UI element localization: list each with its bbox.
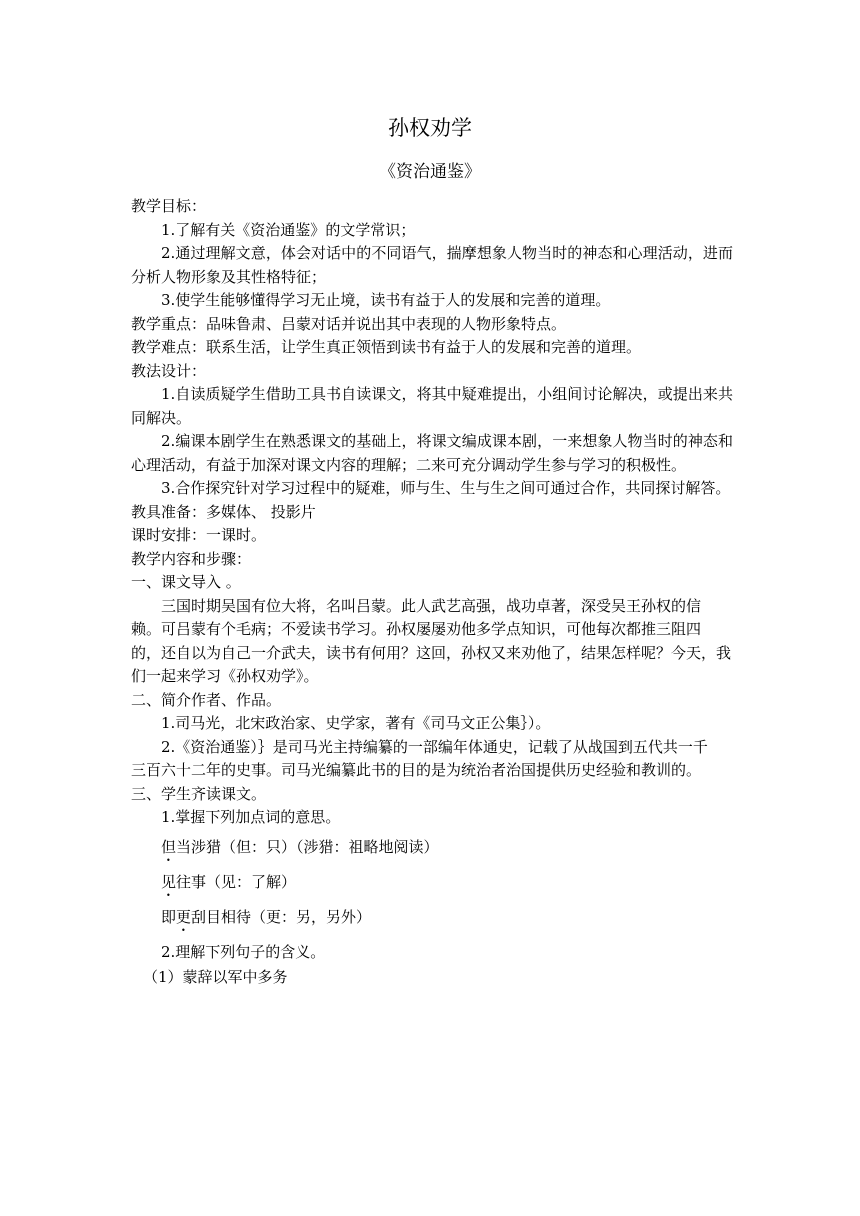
document-body bbox=[131, 195, 733, 990]
tools-line: 教具准备：多媒体、 投影片 bbox=[131, 502, 316, 521]
method-item-2: 2.编课本剧学生在熟悉课文的基础上，将课文编成课本剧，一来想象人物当时的神态和心理活动，有益于加深对课文内容的理解；二来可充分调动学生参与学习的积极性。 bbox=[131, 432, 733, 474]
dotted-word: 但 bbox=[161, 837, 177, 856]
method-item-3: 3.合作探究针对学习过程中的疑难，师与生、生与生之间可通过合作，共同探讨解答。 bbox=[161, 479, 731, 497]
section1-line-4: 们一起来学习《孙权劝学》。 bbox=[131, 667, 319, 685]
section2-item-1: 1.司马光，北宋政治家、史学家，著有《司马文正公集｝）。 bbox=[161, 714, 551, 732]
goal-item-3: 3.使学生能够懂得学习无止境，读书有益于人的发展和完善的道理。 bbox=[161, 291, 611, 309]
sentence-1: （1）蒙辞以军中多务 bbox=[143, 968, 288, 986]
goal-item-1: 1.了解有关《资治通鉴》的文学常识； bbox=[161, 220, 416, 239]
document-subtitle: 《资治通鉴》 bbox=[379, 162, 481, 182]
document-title: 孙权劝学 bbox=[388, 116, 472, 140]
vocab-item-3 bbox=[131, 906, 733, 935]
section2-item-2-line-1: 2.《资治通鉴）｝是司马光主持编纂的一部编年体通史，记载了从战国到五代共一千 bbox=[161, 737, 708, 756]
vocab-item-1 bbox=[131, 836, 733, 865]
vocab-text: 当涉猎（但：只）（涉猎：祖略地阅读） bbox=[176, 837, 439, 856]
dotted-word: 更 bbox=[176, 907, 192, 926]
section3-item-1: 1.掌握下列加点词的意思。 bbox=[161, 808, 341, 826]
section1-line-1: 三国时期吴国有位大将，名叫吕蒙。此人武艺高强，战功卓著，深受吴王孙权的信 bbox=[161, 596, 702, 615]
goals-heading: 教学目标： bbox=[131, 197, 207, 215]
content-heading: 教学内容和步骤： bbox=[131, 549, 252, 568]
difficult-point: 教学难点：联系生活，让学生真正领悟到读书有益于人的发展和完善的道理。 bbox=[131, 338, 642, 356]
section3-heading: 三、学生齐读课文。 bbox=[131, 784, 267, 803]
section2-item-2-line-2: 三百六十二年的史事。司马光编纂此书的目的是为统治者治国提供历史经验和教训的。 bbox=[131, 761, 702, 779]
goal-item-2: 2.通过理解文意，体会对话中的不同语气，揣摩想象人物当时的神态和心理活动，进而分析人物形象及其性格特征； bbox=[131, 244, 733, 286]
section1-heading: 一、课文导入 。 bbox=[131, 573, 241, 591]
section3-item-2: 2.理解下列句子的含义。 bbox=[161, 942, 326, 961]
methods-heading: 教法设计： bbox=[131, 361, 207, 380]
section1-line-3: 的，还自以为自己一介武夫，读书有何用？这回，孙权又来劝他了，结果怎样呢？今天，我 bbox=[131, 643, 732, 662]
key-point: 教学重点：品味鲁肃、吕蒙对话并说出其中表现的人物形象特点。 bbox=[131, 314, 567, 333]
section2-heading: 二、简介作者、作品。 bbox=[131, 690, 282, 709]
vocab-prefix: 即 bbox=[161, 907, 177, 926]
vocab-item-2 bbox=[131, 871, 733, 900]
schedule-line: 课时安排：一课时。 bbox=[131, 526, 267, 544]
vocab-text: 刮目相待（更：另，另外） bbox=[191, 907, 372, 926]
dotted-word: 见 bbox=[161, 872, 177, 891]
section1-line-2: 赖。可吕蒙有个毛病；不爱读书学习。孙权屡屡劝他多学点知识，可他每次都推三阻四 bbox=[131, 620, 702, 638]
vocab-text: 往事（见：了解） bbox=[176, 872, 297, 891]
method-item-1: 1.自读质疑学生借助工具书自读课文，将其中疑难提出，小组间讨论解决，或提出来共同解决。 bbox=[131, 385, 733, 427]
